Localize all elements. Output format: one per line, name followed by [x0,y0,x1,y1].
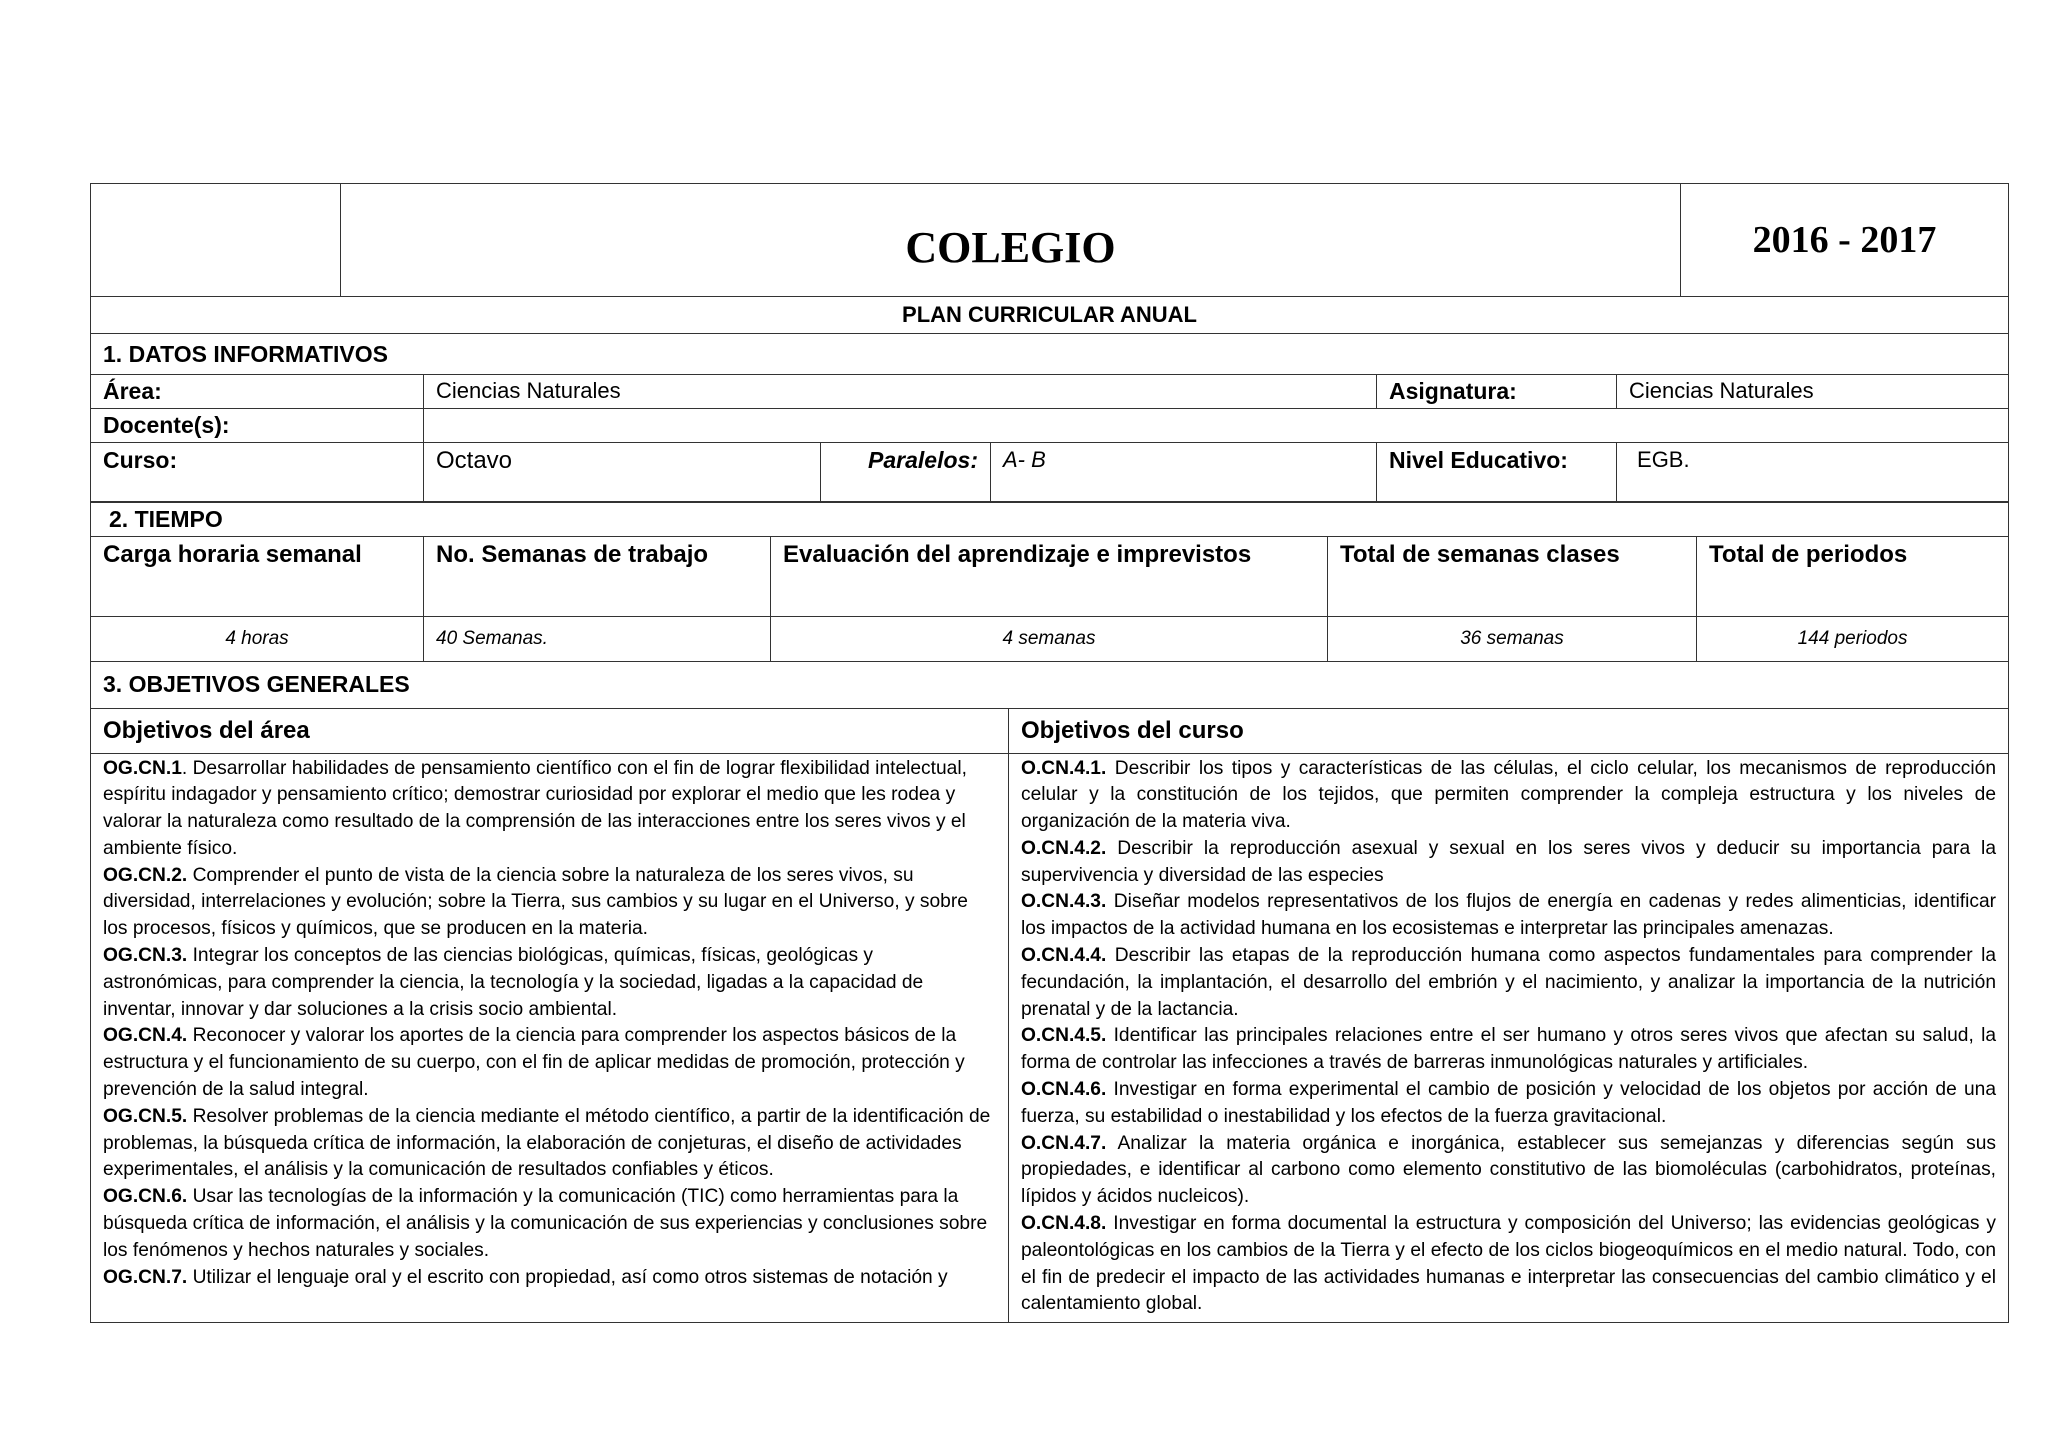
list-item: O.CN.4.1. Describir los tipos y características de las células, el ciclo celular, los mecanismos de reproducción celular y la constitución de los tejidos, que permiten comprender la compleja estructura y los niveles de organización de la materia viva. [1021,757,1996,833]
area-value: Ciencias Naturales [424,374,1377,408]
school-years: 2016 - 2017 [1681,184,2009,297]
list-item: OG.CN.3. Integrar los conceptos de las ciencias biológicas, químicas, físicas, geológicas y astronómicas, para comprender la ciencia, la tecnología y la sociedad, ligadas a la capacidad de inventar, innovar y dar soluciones a la crisis socio ambiental. [103,945,924,1020]
curso-value: Octavo [424,442,821,502]
tiempo-table [90,501,2009,662]
logo-cell [91,184,341,297]
section-datos-title: 1. DATOS INFORMATIVOS [91,334,2009,375]
list-item: OG.CN.4. Reconocer y valorar los aportes de la ciencia para comprender los aspectos básicos de la estructura y el funcionamiento de su cuerpo, con el fin de aplicar medidas de promoción, protección y prevención de la salud integral. [103,1025,965,1101]
school-title: COLEGIO [341,184,1681,297]
curso-label: Curso: [91,442,424,502]
list-item: O.CN.4.2. Describir la reproducción asexual y sexual en los seres vivos y deducir su importancia para la supervivencia y diversidad de las especies [1021,837,1996,886]
list-item: O.CN.4.3. Diseñar modelos representativos de los flujos de energía en cadenas y redes alimenticias, identificar los impactos de la actividad humana en los ecosistemas e interpretar las principales amenazas. [1021,891,1996,940]
curricular-plan-document [90,183,2008,1323]
objetivos-curso-list [1009,753,2009,1323]
area-label: Área: [91,374,424,408]
tiempo-value-total-semanas: 36 semanas [1328,617,1697,662]
list-item: OG.CN.2. Comprender el punto de vista de la ciencia sobre la naturaleza de los seres vivos, su diversidad, interrelaciones y evolución; sobre la Tierra, sus cambios y su lugar en el Universo, y sobre los procesos, físicos y químicos, que se producen en la materia. [103,864,968,940]
list-item: OG.CN.5. Resolver problemas de la ciencia mediante el método científico, a partir de la identificación de problemas, la búsqueda crítica de información, la elaboración de conjeturas, el diseño de actividades experimentales, el análisis y la comunicación de resultados confiables y éticos. [103,1105,991,1181]
tiempo-value-carga: 4 horas [91,617,424,662]
list-item: O.CN.4.7. Analizar la materia orgánica e inorgánica, establecer sus semejanzas y diferencias según sus propiedades, e identificar al carbono como elemento constitutivo de las biomoléculas (carbohidratos, proteínas, lípidos y ácidos nucleicos). [1021,1132,1996,1208]
tiempo-value-semanas: 40 Semanas. [424,617,771,662]
datos-table [90,374,2009,503]
list-item: OG.CN.7. Utilizar el lenguaje oral y el escrito con propiedad, así como otros sistemas de notación y [103,1266,948,1288]
objetivos-area-header: Objetivos del área [91,708,1009,753]
section-tiempo-title: 2. TIEMPO [91,502,2009,537]
docente-label: Docente(s): [91,408,424,442]
plan-title: PLAN CURRICULAR ANUAL [91,297,2009,334]
tiempo-header-carga: Carga horaria semanal [91,537,424,617]
list-item: O.CN.4.6. Investigar en forma experimental el cambio de posición y velocidad de los objetos por acción de una fuerza, su estabilidad o inestabilidad y los efectos de la fuerza gravitacional. [1021,1079,1996,1127]
asignatura-value: Ciencias Naturales [1617,374,2009,408]
asignatura-label: Asignatura: [1377,374,1617,408]
paralelos-label: Paralelos: [821,442,991,502]
objetivos-curso-header: Objetivos del curso [1009,708,2009,753]
tiempo-value-evaluacion: 4 semanas [771,617,1328,662]
objetivos-area-list [91,753,1009,1323]
tiempo-header-total-periodos: Total de periodos [1697,537,2009,617]
tiempo-header-evaluacion: Evaluación del aprendizaje e imprevistos [771,537,1328,617]
list-item: OG.CN.1. Desarrollar habilidades de pensamiento científico con el fin de lograr flexibilidad intelectual, espíritu indagador y pensamiento crítico; demostrar curiosidad por explorar el medio que les rodea y valorar la naturaleza como resultado de la comprensión de las interacciones entre los seres vivos y el ambiente físico. [103,757,967,859]
docente-value [424,408,2009,442]
list-item: OG.CN.6. Usar las tecnologías de la información y la comunicación (TIC) como herramientas para la búsqueda crítica de información, el análisis y la comunicación de sus experiencias y conclusiones sobre los fenómenos y hechos naturales y sociales. [103,1186,988,1261]
tiempo-header-semanas: No. Semanas de trabajo [424,537,771,617]
nivel-label: Nivel Educativo: [1377,442,1617,502]
header-table [90,183,2009,375]
list-item: O.CN.4.4. Describir las etapas de la reproducción humana como aspectos fundamentales para comprender la fecundación, la implantación, el desarrollo del embrión y el nacimiento, y analizar la importancia de la nutrición prenatal y de la lactancia. [1021,945,1996,1020]
list-item: O.CN.4.8. Investigar en forma documental la estructura y composición del Universo; las evidencias geológicas y paleontológicas en los cambios de la Tierra y el efecto de los ciclos biogeoquímicos en el medio natural. Todo, con el fin de predecir el impacto de las actividades humanas e interpretar las consecuencias del cambio climático y el calentamiento global. [1021,1213,1996,1315]
tiempo-value-total-periodos: 144 periodos [1697,617,2009,662]
tiempo-header-total-semanas: Total de semanas clases [1328,537,1697,617]
section-objetivos-title: 3. OBJETIVOS GENERALES [91,661,2009,708]
paralelos-value: A- B [991,442,1377,502]
list-item: O.CN.4.5. Identificar las principales relaciones entre el ser humano y otros seres vivos que afectan su salud, la forma de controlar las infecciones a través de barreras inmunológicas naturales y artificiales. [1021,1025,1996,1074]
objetivos-table [90,661,2009,1324]
nivel-value: EGB. [1617,442,2009,502]
